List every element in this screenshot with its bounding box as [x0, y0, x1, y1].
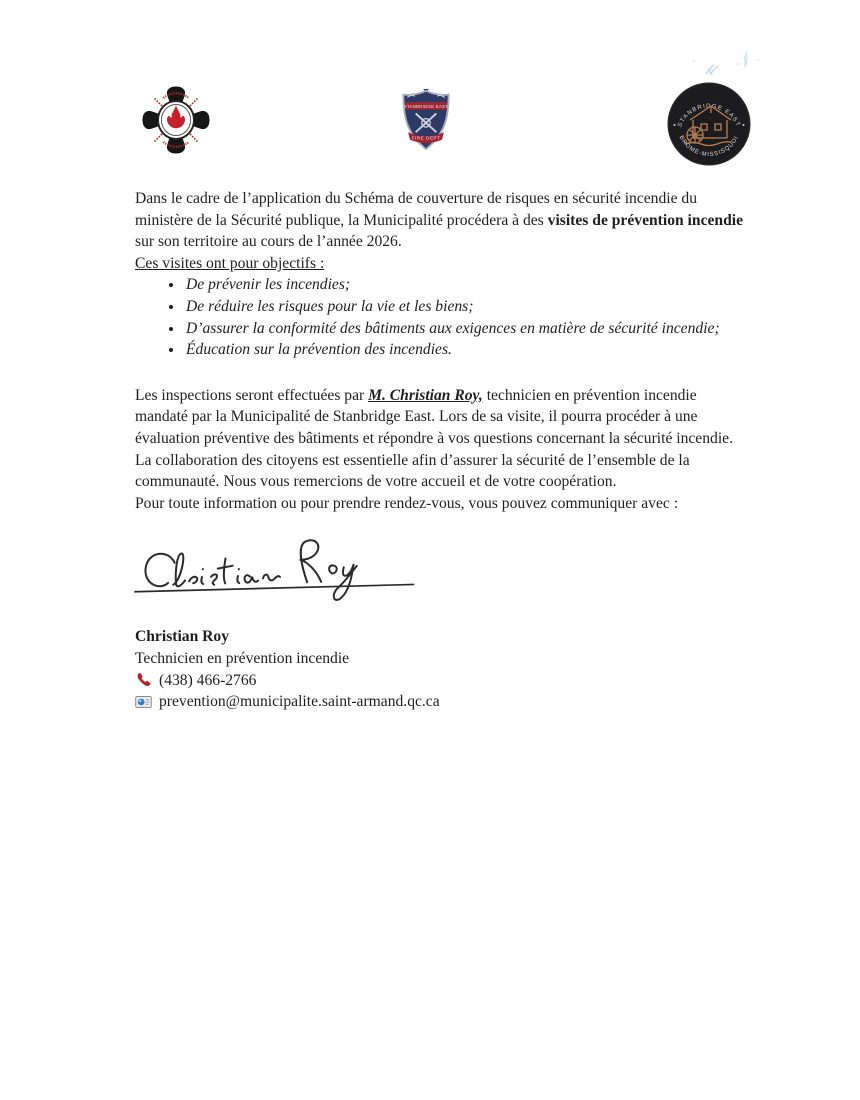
- objectives-list: [135, 274, 751, 360]
- seal-arc-top-text: STANBRIDGE EAST: [677, 103, 741, 129]
- phone-handset-icon: [135, 672, 152, 688]
- seal-arc-bottom-text: BROME-MISSISQUOI: [677, 134, 741, 159]
- paragraph-contact-intro: Pour toute information ou pour prendre rendez-vous, vous pouvez communiquer avec :: [135, 494, 679, 512]
- letter-body: [135, 188, 751, 713]
- contact-phone-line: [135, 670, 751, 692]
- signature-block: [135, 530, 751, 626]
- signature-handwriting: [130, 526, 427, 626]
- stanbridge-east-fire-dept-shield-logo: [397, 88, 455, 152]
- contact-email: prevention@municipalite.saint-armand.qc.ca: [159, 693, 440, 711]
- objective-item: • Éducation sur la prévention des incendies.: [184, 339, 751, 361]
- blue-ink-scribble-artifact: [668, 30, 798, 85]
- objective-item: • De réduire les risques pour la vie et les biens;: [184, 296, 751, 318]
- paragraph-inspections: Les inspections seront effectuées par M. Christian Roy, technicien en prévention incendie mandaté par la Municipalité de Stanbridge East. Lors de sa visite, il pourra procéder à une évaluation préventive des bâtiments et répondre à vos questions concernant la sécurité incendie.: [135, 386, 733, 447]
- bold-visites-prevention: visites de prévention incendie: [547, 211, 744, 229]
- shield-banner-top-text: STANBRIDGE EAST: [403, 103, 449, 109]
- objectives-heading: Ces visites ont pour objectifs :: [135, 254, 325, 272]
- inspector-name-emphasis: M. Christian Roy,: [368, 386, 483, 404]
- objective-item: • De prévenir les incendies;: [184, 274, 751, 296]
- paragraph-collaboration: La collaboration des citoyens est essentielle afin d’assurer la sécurité de l’ensemble de la communauté. Nous vous remercions de votre accueil et de votre coopération.: [135, 451, 690, 491]
- contact-phone: (438) 466-2766: [159, 671, 257, 689]
- contact-name: Christian Roy: [135, 628, 230, 646]
- email-icon: [135, 694, 152, 710]
- fire-department-maltese-cross-logo: [142, 86, 210, 154]
- contact-email-line: [135, 691, 751, 713]
- objective-item: • D’assurer la conformité des bâtiments aux exigences en matière de sécurité incendie;: [184, 318, 751, 340]
- shield-banner-bottom-text: FIRE DEPT: [411, 135, 441, 141]
- paragraph-intro: Dans le cadre de l’application du Schéma de couverture de risques en sécurité incendie du ministère de la Sécurité publique, la Municipalité procédera à des visites de prévention incendie sur son territoire au cours de l’année 2026.: [135, 190, 744, 251]
- stanbridge-east-brome-missisquoi-seal-logo: [665, 79, 753, 169]
- contact-title: Technicien en prévention incendie: [135, 649, 350, 667]
- contact-block: [135, 626, 751, 712]
